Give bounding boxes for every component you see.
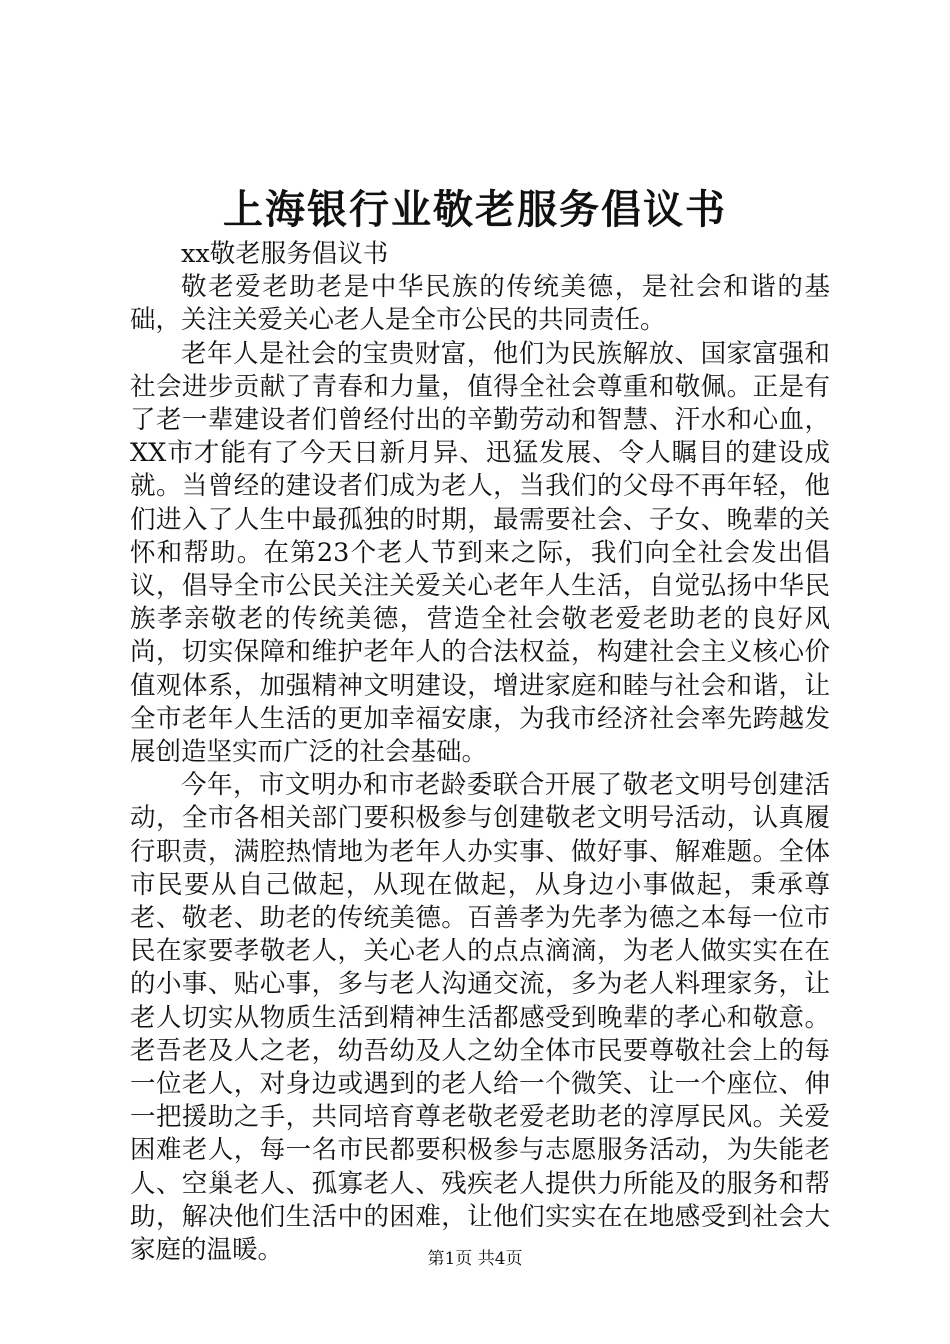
intro-paragraph: 敬老爱老助老是中华民族的传统美德，是社会和谐的基础，关注关爱关心老人是全市公民的共同责任。 xyxy=(130,272,830,336)
document-body xyxy=(130,238,830,1267)
body-paragraph: 老年人是社会的宝贵财富，他们为民族解放、国家富强和社会进步贡献了青春和力量，值得全社会尊重和敬佩。正是有了老一辈建设者们曾经付出的辛勤劳动和智慧、汗水和心血，XX市才能有了今天日新月异、迅猛发展、令人瞩目的建设成就。当曾经的建设者们成为老人，当我们的父母不再年轻，他们进入了人生中最孤独的时期，最需要社会、子女、晚辈的关怀和帮助。在第23个老人节到来之际，我们向全社会发出倡议，倡导全市公民关注关爱关心老年人生活，自觉弘扬中华民族孝亲敬老的传统美德，营造全社会敬老爱老助老的良好风尚，切实保障和维护老年人的合法权益，构建社会主义核心价值观体系，加强精神文明建设，增进家庭和睦与社会和谐，让全市老年人生活的更加幸福安康，为我市经济社会率先跨越发展创造坚实而广泛的社会基础。 xyxy=(130,338,830,768)
body-paragraph: 今年，市文明办和市老龄委联合开展了敬老文明号创建活动，全市各相关部门要积极参与创建敬老文明号活动，认真履行职责，满腔热情地为老年人办实事、做好事、解难题。全体市民要从自己做起，从现在做起，从身边小事做起，秉承尊老、敬老、助老的传统美德。百善孝为先孝为德之本每一位市民在家要孝敬老人，关心老人的点点滴滴，为老人做实实在在的小事、贴心事，多与老人沟通交流，多为老人料理家务，让老人切实从物质生活到精神生活都感受到晚辈的孝心和敬意。老吾老及人之老，幼吾幼及人之幼全体市民要尊敬社会上的每一位老人，对身边或遇到的老人给一个微笑、让一个座位、伸一把援助之手，共同培育尊老敬老爱老助老的淳厚民风。关爱困难老人，每一名市民都要积极参与志愿服务活动，为失能老人、空巢老人、孤寡老人、残疾老人提供力所能及的服务和帮助，解决他们生活中的困难，让他们实实在在地感受到社会大家庭的温暖。 xyxy=(130,770,830,1266)
document-title: 上海银行业敬老服务倡议书 xyxy=(223,186,727,233)
subtitle-paragraph: xx敬老服务倡议书 xyxy=(181,239,389,269)
page-number-footer: 第1页 共4页 xyxy=(427,1249,523,1269)
